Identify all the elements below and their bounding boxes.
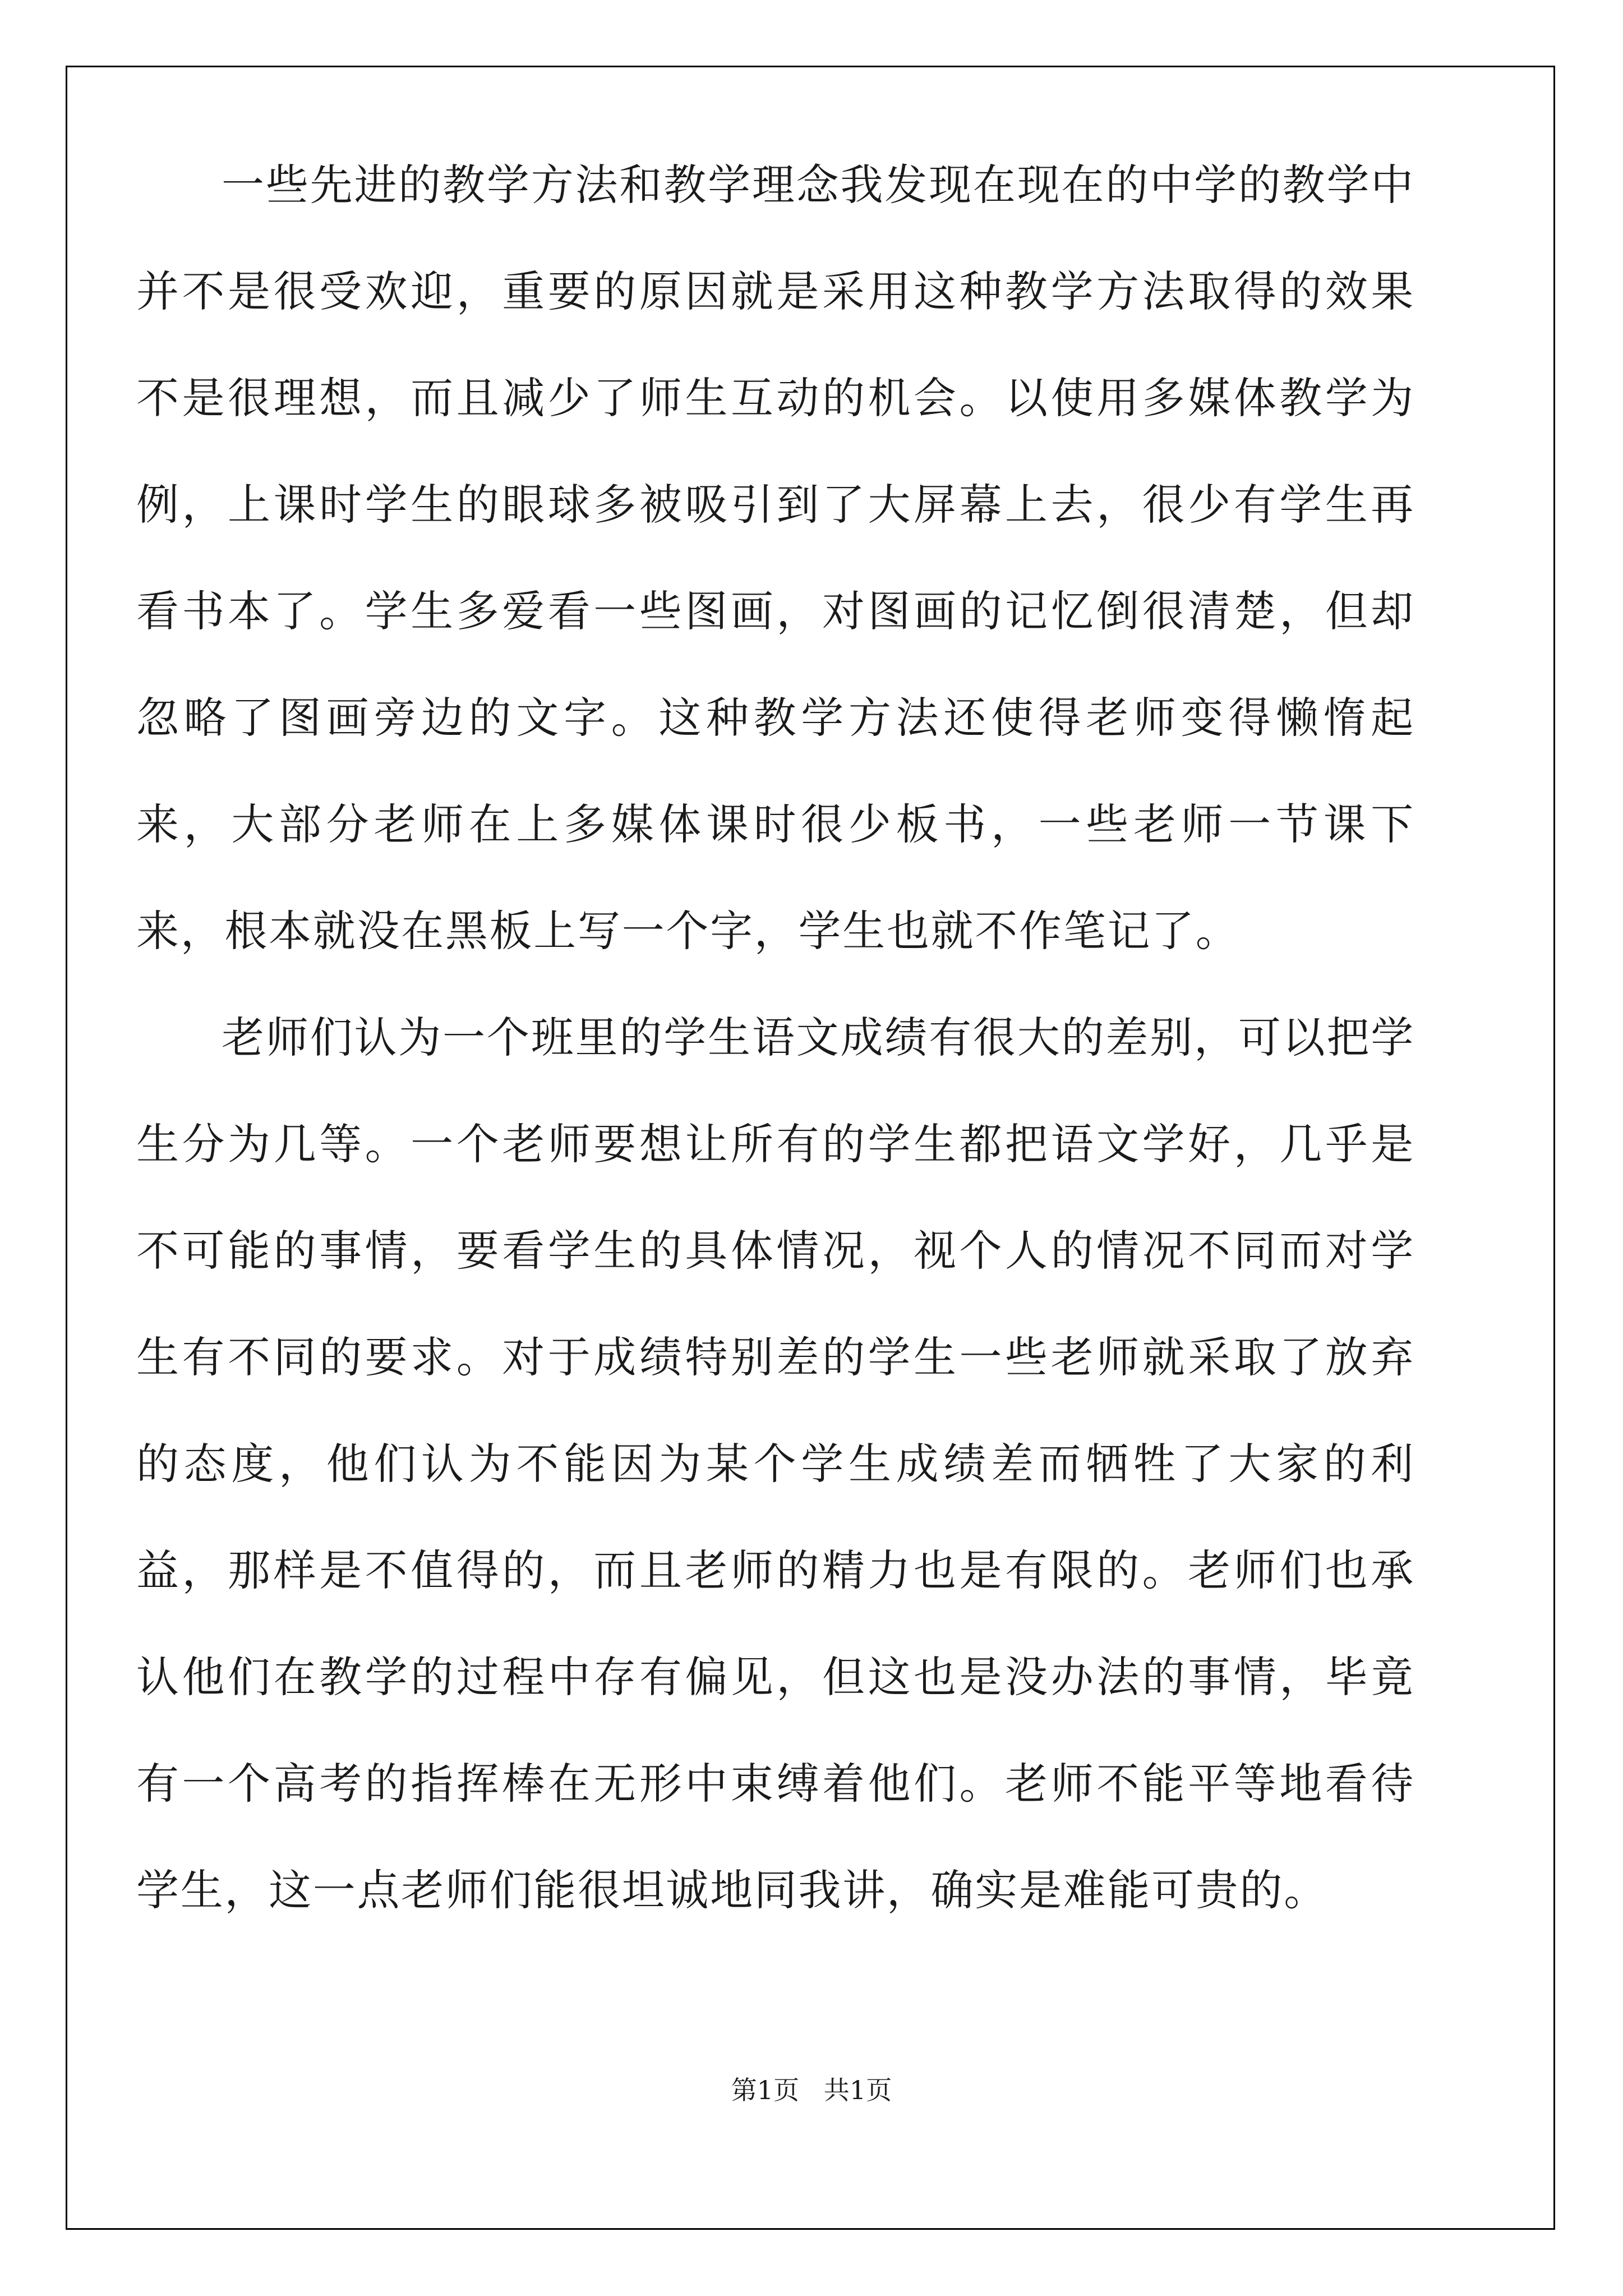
page-number-footer: 第1页 共1页 xyxy=(731,2075,892,2105)
paragraph-1: 一些先进的教学方法和教学理念我发现在现在的中学的教学中并不是很受欢迎，重要的原因就是采用这种教学方法取得的效果不是很理想，而且减少了师生互动的机会。以使用多媒体教学为例，上课时学生的眼球多被吸引到了大屏幕上去，很少有学生再看书本了。学生多爱看一些图画，对图画的记忆倒很清楚，但却忽略了图画旁边的文字。这种教学方法还使得老师变得懒惰起来，大部分老师在上多媒体课时很少板书，一些老师一节课下来，根本就没在黑板上写一个字，学生也就不作笔记了。 xyxy=(136,160,1415,956)
document-body xyxy=(136,132,1415,1944)
paragraph-2: 老师们认为一个班里的学生语文成绩有很大的差别，可以把学生分为几等。一个老师要想让所有的学生都把语文学好，几乎是不可能的事情，要看学生的具体情况，视个人的情况不同而对学生有不同的要求。对于成绩特别差的学生一些老师就采取了放弃的态度，他们认为不能因为某个学生成绩差而牺牲了大家的利益，那样是不值得的，而且老师的精力也是有限的。老师们也承认他们在教学的过程中存有偏见，但这也是没办法的事情，毕竟有一个高考的指挥棒在无形中束缚着他们。老师不能平等地看待学生，这一点老师们能很坦诚地同我讲，确实是难能可贵的。 xyxy=(136,1013,1415,1915)
